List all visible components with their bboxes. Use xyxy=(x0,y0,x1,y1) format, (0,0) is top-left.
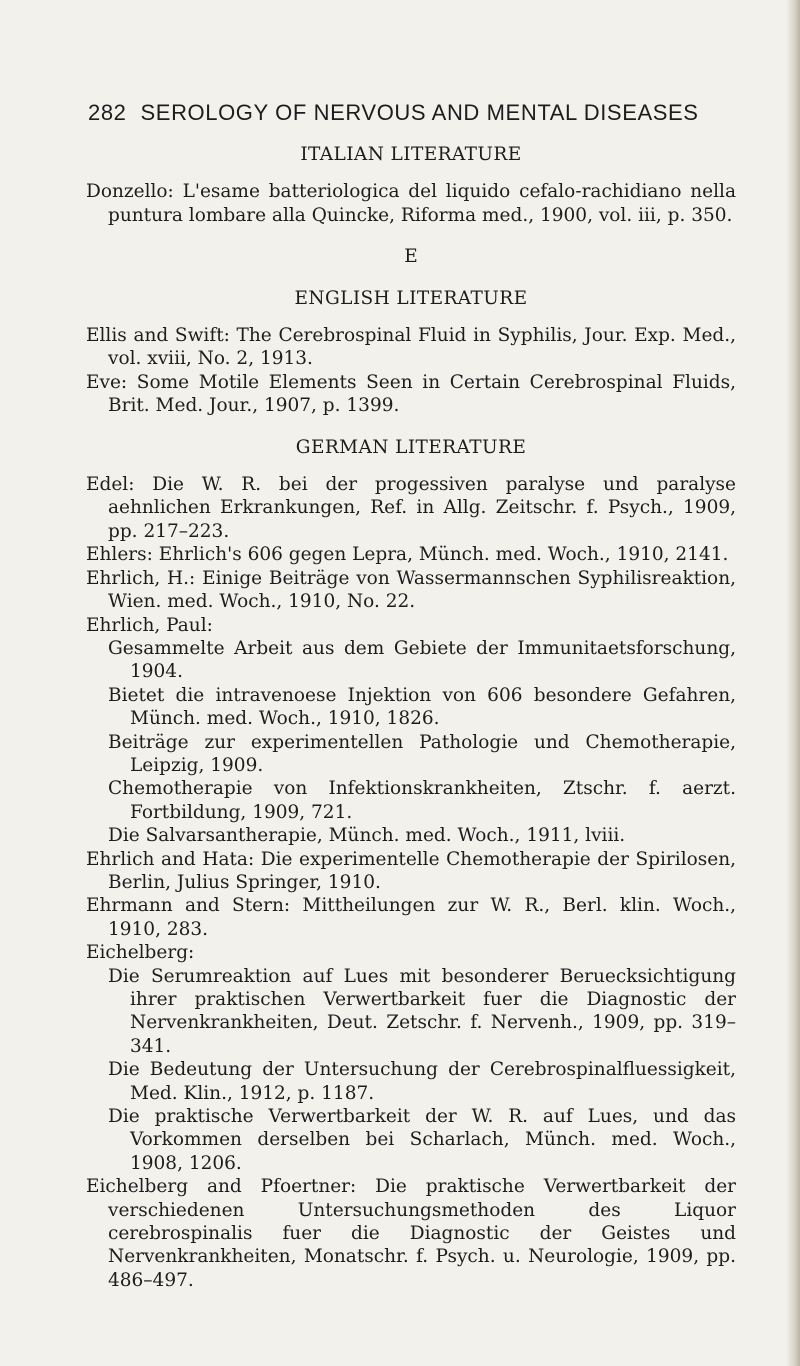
bibliography-subentry: Die Salvarsantherapie, Münch. med. Woch., 1911, lviii. xyxy=(108,825,626,847)
section-letter: E xyxy=(404,246,418,268)
running-head xyxy=(88,100,728,126)
page-edge-shadow xyxy=(786,0,800,1366)
bibliography-subentry: Die praktische Verwertbarkeit der W. R. auf Lues, und das Vorkommen derselben bei Scharlach, Münch. med. Woch., 1908, 1206. xyxy=(108,1106,736,1174)
bibliography-entry: Donzello: L'esame batteriologica del liquido cefalo-rachidiano nella puntura lombare alla Quincke, Riforma med., 1900, vol. iii, p. 350. xyxy=(86,181,736,226)
running-title: SEROLOGY OF NERVOUS AND MENTAL DISEASES xyxy=(140,100,699,125)
bibliography-entry: Ellis and Swift: The Cerebrospinal Fluid in Syphilis, Jour. Exp. Med., vol. xviii, No. 2, 1913. xyxy=(86,325,736,370)
italian-literature-heading: ITALIAN LITERATURE xyxy=(300,144,522,165)
bibliography-entry: Eve: Some Motile Elements Seen in Certain Cerebrospinal Fluids, Brit. Med. Jour., 1907, p. 1399. xyxy=(86,371,736,417)
bibliography-entry: Ehrlich, H.: Einige Beiträge von Wassermannschen Syphilisreaktion, Wien. med. Woch., 1910, No. 22. xyxy=(86,567,736,613)
bibliography-subentry: Chemotherapie von Infektionskrankheiten, Ztschr. f. aerzt. Fortbildung, 1909, 721. xyxy=(108,778,736,823)
bibliography-subentry: Bietet die intravenoese Injektion von 606 besondere Gefahren, Münch. med. Woch., 1910, 1826. xyxy=(108,684,736,730)
bibliography-subentry: Die Bedeutung der Untersuchung der Cerebrospinalfluessigkeit, Med. Klin., 1912, p. 1187. xyxy=(108,1059,736,1104)
bibliography-subentry: Beiträge zur experimentellen Pathologie und Chemotherapie, Leipzig, 1909. xyxy=(108,731,736,776)
german-literature-heading: GERMAN LITERATURE xyxy=(295,436,527,458)
author-heading: Eichelberg: xyxy=(86,942,195,964)
author-heading: Ehrlich, Paul: xyxy=(86,614,213,636)
bibliography-entry: Ehrmann and Stern: Mittheilungen zur W. R., Berl. klin. Woch., 1910, 283. xyxy=(86,895,736,940)
bibliography-subentry: Die Serumreaktion auf Lues mit besonderer Beruecksichtigung ihrer praktischen Verwertbarkeit fuer die Diagnostic der Nervenkrankheiten, Deut. Zetschr. f. Nervenh., 1909, pp. 319–341. xyxy=(108,965,736,1057)
bibliography-entry: Ehlers: Ehrlich's 606 gegen Lepra, Münch. med. Woch., 1910, 2141. xyxy=(86,544,729,566)
bibliography xyxy=(86,143,736,1292)
bibliography-entry: Ehrlich and Hata: Die experimentelle Chemotherapie der Spirilosen, Berlin, Julius Springer, 1910. xyxy=(86,848,736,893)
bibliography-entry: Edel: Die W. R. bei der progessiven paralyse und paralyse aehnlichen Erkrankungen, Ref. in Allg. Zeitschr. f. Psych., 1909, pp. 217–223. xyxy=(86,474,736,542)
page-number: 282 xyxy=(88,100,127,125)
bibliography-subentry: Gesammelte Arbeit aus dem Gebiete der Immunitaetsforschung, 1904. xyxy=(108,637,736,683)
english-literature-heading: ENGLISH LITERATURE xyxy=(294,287,528,309)
bibliography-entry: Eichelberg and Pfoertner: Die praktische Verwertbarkeit der verschiedenen Untersuchungsmethoden des Liquor cerebrospinalis fuer die Diagnostic der Geistes und Nervenkrankheiten, Monatschr. f. Psych. u. Neurologie, 1909, pp. 486–497. xyxy=(86,1176,736,1291)
